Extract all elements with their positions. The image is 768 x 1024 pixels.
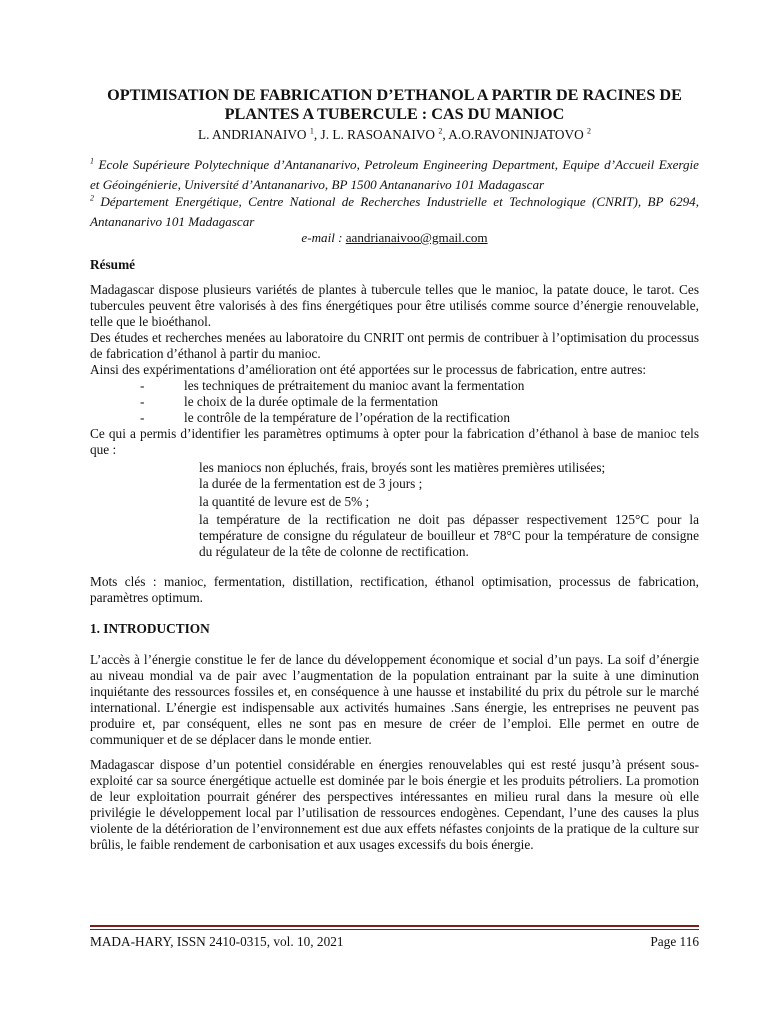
bullet-marker: - [140,378,145,393]
footer-rule-thin [90,929,699,930]
author-2: , J. L. RASOANAIVO [313,127,439,142]
author-2-affiliation-mark: 2 [438,126,443,136]
bullet-marker: - [140,394,145,409]
resume-heading: Résumé [90,257,136,272]
affiliation-1-text: Ecole Supérieure Polytechnique d’Antananarivo, Petroleum Engineering Department, Equipe d’Accueil Exergie et Géoingénierie, Université d’Antananarivo, BP 1500 Antananarivo 101 Madagascar [90,157,699,192]
paper-title [90,86,699,124]
parameter-item: les maniocs non épluchés, frais, broyés sont les matières premières utilisées; [199,460,606,475]
title-line-2: PLANTES A TUBERCULE : CAS DU MANIOC [224,105,565,123]
contact-email [90,230,699,246]
resume-paragraph-1: Madagascar dispose plusieurs variétés de plantes à tubercule telles que le manioc, la patate douce, le tarot. Ces tubercules peuvent être valorisés à des fins énergétiques pour être utilisés comme source d’énergie renouvelable, telle que le bioéthanol. [90,282,699,329]
author-1-affiliation-mark: 1 [309,126,314,136]
resume-paragraph-2: Des études et recherches menées au laboratoire du CNRIT ont permis de contribuer à l’optimisation du processus de fabrication d’éthanol à partir du manioc. [90,330,699,361]
footer-journal: MADA-HARY, ISSN 2410-0315, vol. 10, 2021 [90,934,344,949]
parameter-item: la durée de la fermentation est de 3 jours ; [199,476,423,491]
email-label: e-mail : [301,230,346,245]
title-line-1: OPTIMISATION DE FABRICATION D’ETHANOL A PARTIR DE RACINES DE [107,86,682,104]
author-3: , A.O.RAVONINJATOVO [442,127,588,142]
footer-page-number: Page 116 [650,934,699,949]
affiliation-2-text: Département Energétique, Centre National de Recherches Industrielle et Technologique (CNRIT), BP 6294, Antananarivo 101 Madagascar [90,194,699,229]
author-list [90,127,699,143]
bullet-marker: - [140,410,145,425]
parameter-item: la température de la rectification ne doit pas dépasser respectivement 125°C pour la température de consigne du régulateur de bouilleur et 78°C pour la température de consigne du régulateur de la tête de colonne de rectification. [199,512,699,559]
keywords: Mots clés : manioc, fermentation, distillation, rectification, éthanol optimisation, processus de fabrication, paramètres optimum. [90,574,699,605]
introduction-paragraph-2: Madagascar dispose d’un potentiel considérable en énergies renouvelables qui est resté jusqu’à présent sous-exploité car sa source énergétique actuelle est dominée par le bois énergie et les produits pétroliers. La promotion de leur exploitation pourrait générer des perspectives intéressantes en milieu rural dans la mesure où elle privilégie le développement local par l’utilisation de ressources endogènes. Cependant, l’une des causes la plus violente de la détérioration de l’environnement est due aux effets néfastes conjoints de la pratique de la culture sur brûlis, le faible rendement de carbonisation et aux usages excessifs du bois énergie. [90,757,699,852]
affiliation-2-mark: 2 [90,193,94,203]
resume-paragraph-4: Ce qui a permis d’identifier les paramètres optimums à opter pour la fabrication d’éthanol à base de manioc tels que : [90,426,699,457]
list-item [140,394,438,410]
footer-rule-thick [90,925,699,927]
bullet-text: les techniques de prétraitement du manioc avant la fermentation [184,378,525,393]
affiliation-2 [90,192,699,231]
introduction-paragraph-1: L’accès à l’énergie constitue le fer de lance du développement économique et social d’un pays. La soif d’énergie au niveau mondial va de pair avec l’augmentation de la population entrainant par la suite à une diminution inquiétante des ressources fossiles et, en conséquence à une hausse et instabilité du prix du pétrole sur le marché international. L’énergie est indispensable aux activités humaines .Sans énergie, les entreprises ne peuvent pas produire et, par conséquent, elles ne sont pas en mesure de créer de l’emploi. Elle permet en outre de communiquer et de se déplacer dans le monde entier. [90,652,699,747]
email-link[interactable]: aandrianaivoo@gmail.com [345,230,488,245]
author-3-affiliation-mark: 2 [587,126,592,136]
list-item [140,378,524,394]
affiliation-1 [90,155,699,194]
bullet-text: le contrôle de la température de l’opération de la rectification [184,410,510,425]
author-1: L. ANDRIANAIVO [197,127,310,142]
resume-paragraph-3: Ainsi des expérimentations d’amélioration ont été apportées sur le processus de fabrication, entre autres: [90,362,647,377]
introduction-heading: 1. INTRODUCTION [90,621,210,636]
bullet-text: le choix de la durée optimale de la fermentation [184,394,439,409]
list-item [140,410,510,426]
parameter-item: la quantité de levure est de 5% ; [199,494,370,509]
affiliation-1-mark: 1 [90,156,94,166]
